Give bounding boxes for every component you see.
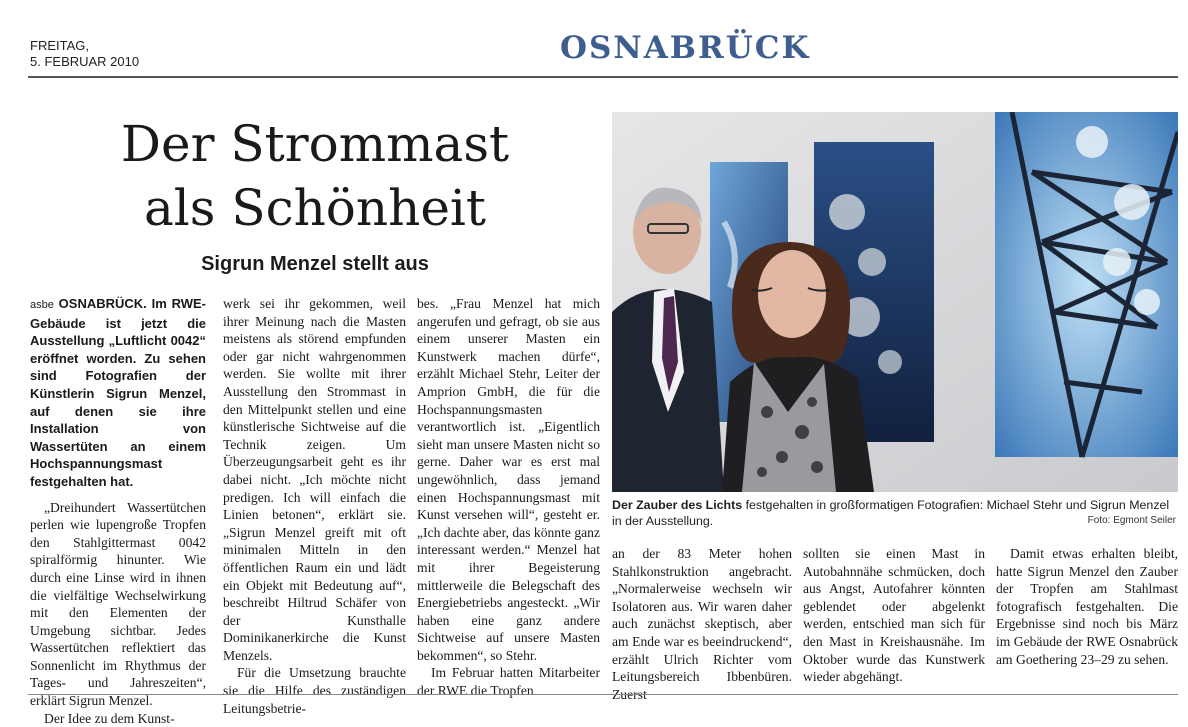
article-column-2 bbox=[223, 295, 406, 717]
article-lead bbox=[30, 295, 206, 491]
article-column-5 bbox=[803, 545, 985, 686]
article-column-6 bbox=[996, 545, 1178, 668]
paragraph: Der Idee zu dem Kunst- bbox=[44, 710, 175, 726]
exhibition-photo bbox=[612, 112, 1178, 492]
paragraph: Für die Umsetzung brauchte sie die Hilfe des zuständigen Leitungsbetrie- bbox=[223, 665, 406, 716]
lead-text: OSNABRÜCK. Im RWE-Gebäude ist jetzt die Ausstellung „Luftlicht 0042“ eröffnet worden. Zu sehen sind Fotografien der Künstlerin Sigrun Menzel, auf denen sie ihre Installation von Wassertüten an einem Hochspannungsmast festgehalten hat. bbox=[30, 296, 206, 489]
article-column-1 bbox=[30, 295, 206, 727]
dateline: FREITAG, 5. FEBRUAR 2010 bbox=[30, 38, 140, 69]
photo-credit: Foto: Egmont Seiler bbox=[1087, 515, 1176, 526]
paragraph: Im Februar hatten Mitarbeiter der RWE die Tropfen bbox=[417, 665, 600, 699]
header-rule bbox=[28, 76, 1178, 78]
paragraph: sollten sie einen Mast in Autobahnnähe schmücken, doch aus Angst, Autofahrer könnten geblendet oder abgelenkt werden, entschied man sich für den Mast in Kreishausnähe. Im Oktober wurde das Kunstwerk wieder abgehängt. bbox=[803, 546, 985, 685]
article-column-3 bbox=[417, 295, 600, 700]
article-headline: Der Strommast als Schönheit bbox=[120, 115, 510, 237]
caption-text: festgehalten in großformatigen Fotografien: Michael Stehr und Sigrun Menzel in der Ausstellung. bbox=[612, 498, 1170, 528]
caption-bold: Der Zauber des Lichts bbox=[612, 498, 743, 512]
author-kicker: asbe bbox=[30, 299, 54, 311]
paragraph: werk sei ihr gekommen, weil ihrer Meinung nach die Masten meistens als störend empfunden oder gar nicht wahrgenommen werden. Sie wollte mit ihrer Ausstellung den Strommast in den Mittelpunkt stellen und eine künstlerische Sichtweise auf die Technik zeigen. Um Überzeugungsarbeit geht es ihr dabei nicht. „Ich möchte nicht predigen. Ich will einfach die Linien betonen“, erklärt sie. „Sigrun Menzel greift mit oft minimalen Mitteln in den öffentlichen Raum ein und lädt ein Objekt mit Bedeutung auf“, beschreibt Hiltrud Schäfer von der Kunsthalle Dominikanerkirche die Kunst Menzels. bbox=[223, 296, 406, 663]
paragraph: an der 83 Meter hohen Stahlkonstruktion angebracht. „Normalerweise wechseln wir Isolatoren aus. Wir waren daher auch zunächst skeptisch, aber am Ende war es beeindruckend“, erzählt Ulrich Richter vom Leitungsbereich Ibbenbüren. Zuerst bbox=[612, 546, 792, 702]
paragraph: Damit etwas erhalten bleibt, hatte Sigrun Menzel den Zauber der Tropfen am Stahlmast fotografisch festgehalten. Die Ergebnisse sind noch bis März im Gebäude der RWE Osnabrück am Goethering 23–29 zu sehen. bbox=[996, 546, 1178, 667]
paragraph: „Dreihundert Wassertütchen perlen wie lupengroße Tropfen den Stahlgittermast 0042 spiralförmig hinunter. Wie durch eine Linse wird in ihnen die vielfältige Wechselwirkung mit den Elementen der Umgebung sichtbar. Jedes Wassertütchen reflektiert das Sonnenlicht im Rhythmus der Tages- und Jahreszeiten“, erklärt Sigrun Menzel. bbox=[30, 499, 206, 709]
footer-rule bbox=[28, 694, 1178, 695]
paragraph: bes. „Frau Menzel hat mich angerufen und gefragt, ob sie aus einem unserer Masten ein Kunstwerk machen dürfe“, erzählt Michael Stehr, Leiter der Amprion GmbH, die für die Hochspannungsmasten verantwortlich ist. „Eigentlich sieht man unsere Masten nicht so gerne. Daher war es erst mal ungewöhnlich, dass jemand einen Hochspannungsmast mit Kunst versehen will“, gesteht er. „Ich dachte aber, das könnte ganz interessant werden.“ Menzel hat mit ihrer Begeisterung mittlerweile die Belegschaft des Energiebetriebs angesteckt. „Wir haben eine ganz andere Sichtweise auf unsere Masten bekommen“, so Stehr. bbox=[417, 296, 600, 663]
section-title: OSNABRÜCK bbox=[560, 30, 811, 66]
article-column-4 bbox=[612, 545, 792, 703]
article-subheadline: Sigrun Menzel stellt aus bbox=[201, 253, 429, 275]
